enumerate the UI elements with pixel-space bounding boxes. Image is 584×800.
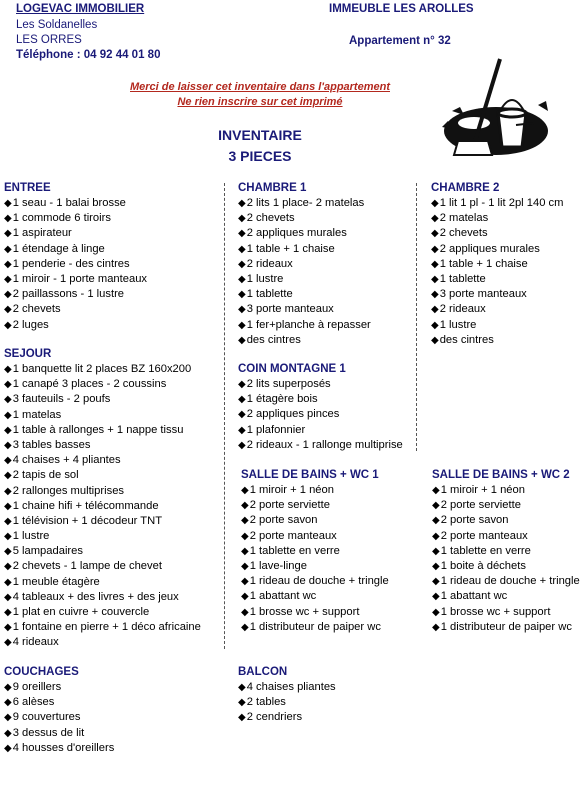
list-item xyxy=(431,302,563,317)
bullet-icon: ◆ xyxy=(238,228,246,240)
item-text: 1 matelas xyxy=(12,408,62,421)
item-text: 1 fontaine en pierre + 1 déco africaine xyxy=(12,621,201,634)
list-item xyxy=(431,211,563,226)
item-text: 1 table + 1 chaise xyxy=(246,242,335,255)
list-coin-montagne xyxy=(238,377,403,453)
bullet-icon: ◆ xyxy=(241,576,249,588)
list-item xyxy=(241,513,389,528)
item-text: 2 lits superposés xyxy=(246,378,331,390)
list-item xyxy=(238,318,371,333)
list-item xyxy=(4,377,201,392)
section-entree xyxy=(4,181,147,333)
list-item xyxy=(4,559,201,574)
section-title-sdb1: SALLE DE BAINS + WC 1 xyxy=(241,469,379,481)
list-item xyxy=(241,529,389,544)
bullet-icon: ◆ xyxy=(4,576,12,588)
item-text: 2 luges xyxy=(12,318,49,331)
bullet-icon: ◆ xyxy=(432,560,440,572)
item-text: 2 chevets xyxy=(12,303,61,316)
list-item xyxy=(431,318,563,333)
item-text: des cintres xyxy=(439,333,494,346)
bullet-icon: ◆ xyxy=(431,289,439,301)
list-item xyxy=(238,257,371,272)
bullet-icon: ◆ xyxy=(432,515,440,527)
item-text: 3 fauteuils - 2 poufs xyxy=(12,393,111,406)
address-line-2: LES ORRES xyxy=(16,34,82,46)
company-name: LOGEVAC IMMOBILIER xyxy=(16,3,145,15)
list-item xyxy=(4,695,114,710)
item-text: 2 matelas xyxy=(439,212,489,225)
item-text: 1 distributeur de paiper wc xyxy=(249,620,381,633)
bullet-icon: ◆ xyxy=(238,319,246,331)
section-chambre1 xyxy=(238,181,371,348)
bullet-icon: ◆ xyxy=(4,561,12,573)
bullet-icon: ◆ xyxy=(4,622,12,634)
section-sejour xyxy=(4,347,201,651)
bullet-icon: ◆ xyxy=(4,712,12,724)
list-item xyxy=(238,302,371,317)
list-item xyxy=(4,423,201,438)
list-item xyxy=(238,423,403,438)
bullet-icon: ◆ xyxy=(238,697,246,709)
list-item xyxy=(431,196,563,211)
item-text: 2 porte serviette xyxy=(249,499,330,512)
list-item xyxy=(241,620,389,635)
list-item xyxy=(4,484,201,499)
list-item xyxy=(431,287,563,302)
bullet-icon: ◆ xyxy=(238,213,246,225)
item-text: 1 banquette lit 2 places BZ 160x200 xyxy=(12,363,192,375)
list-item xyxy=(4,605,201,620)
column-divider-right xyxy=(416,183,417,451)
section-title-entree: ENTREE xyxy=(4,182,51,194)
item-text: 1 chaine hifi + télécommande xyxy=(12,499,159,512)
list-item xyxy=(432,605,580,620)
list-item xyxy=(4,529,201,544)
bullet-icon: ◆ xyxy=(432,591,440,603)
item-text: 1 étendage à linge xyxy=(12,242,105,255)
bullet-icon: ◆ xyxy=(238,409,246,421)
bullet-icon: ◆ xyxy=(4,424,12,436)
item-text: 2 porte manteaux xyxy=(249,529,337,542)
list-chambre1 xyxy=(238,196,371,348)
list-item xyxy=(4,196,147,211)
item-text: 1 table à rallonges + 1 nappe tissu xyxy=(12,423,184,436)
list-item xyxy=(432,544,580,559)
item-text: 1 miroir - 1 porte manteaux xyxy=(12,272,148,285)
item-text: 4 chaises + 4 pliantes xyxy=(12,454,121,467)
list-item xyxy=(241,498,389,513)
list-item xyxy=(431,242,563,257)
list-item xyxy=(238,680,336,695)
section-title-couchages: COUCHAGES xyxy=(4,666,79,678)
bullet-icon: ◆ xyxy=(432,545,440,557)
item-text: 2 porte serviette xyxy=(440,499,521,512)
bullet-icon: ◆ xyxy=(241,560,249,572)
list-item xyxy=(4,318,147,333)
section-coin-montagne xyxy=(238,362,403,453)
item-text: 2 tapis de sol xyxy=(12,469,79,482)
bullet-icon: ◆ xyxy=(4,364,12,375)
item-text: 3 dessus de lit xyxy=(12,726,85,739)
bullet-icon: ◆ xyxy=(241,485,249,496)
list-item xyxy=(238,377,403,392)
item-text: 1 lustre xyxy=(439,318,477,331)
bullet-icon: ◆ xyxy=(238,273,246,285)
bullet-icon: ◆ xyxy=(4,546,12,558)
item-text: 1 tablette en verre xyxy=(440,544,531,557)
bullet-icon: ◆ xyxy=(4,727,12,739)
bullet-icon: ◆ xyxy=(4,742,12,754)
bullet-icon: ◆ xyxy=(4,682,12,693)
list-item xyxy=(4,499,201,514)
list-item xyxy=(238,438,403,453)
bullet-icon: ◆ xyxy=(4,273,12,285)
bullet-icon: ◆ xyxy=(4,515,12,527)
list-item xyxy=(238,242,371,257)
bullet-icon: ◆ xyxy=(431,304,439,316)
list-item xyxy=(4,741,114,756)
list-item xyxy=(238,287,371,302)
inventory-title: INVENTAIRE xyxy=(218,127,302,143)
item-text: 2 appliques murales xyxy=(246,227,347,240)
bullet-icon: ◆ xyxy=(238,439,246,451)
bullet-icon: ◆ xyxy=(241,545,249,557)
item-text: 1 plat en cuivre + couvercle xyxy=(12,606,150,618)
bullet-icon: ◆ xyxy=(4,394,12,406)
list-item xyxy=(241,483,389,498)
bullet-icon: ◆ xyxy=(241,621,249,633)
bullet-icon: ◆ xyxy=(4,637,12,649)
list-item xyxy=(241,605,389,620)
list-item xyxy=(432,589,580,604)
phone-number: Téléphone : 04 92 44 01 80 xyxy=(16,49,161,61)
list-item xyxy=(238,710,336,725)
item-text: 2 lits 1 place- 2 matelas xyxy=(246,197,365,209)
list-item xyxy=(238,272,371,287)
bullet-icon: ◆ xyxy=(4,439,12,451)
inventory-subtitle: 3 PIECES xyxy=(228,148,292,164)
item-text: 2 porte savon xyxy=(249,514,318,527)
item-text: 1 miroir + 1 néon xyxy=(440,484,525,496)
item-text: 1 tablette xyxy=(246,288,293,301)
list-item xyxy=(4,726,114,741)
bullet-icon: ◆ xyxy=(4,500,12,512)
item-text: 1 fer+planche à repasser xyxy=(246,318,371,331)
list-item xyxy=(4,620,201,635)
list-item xyxy=(432,529,580,544)
list-item xyxy=(4,575,201,590)
bullet-icon: ◆ xyxy=(432,606,440,618)
item-text: 1 tablette en verre xyxy=(249,544,340,557)
item-text: 2 porte manteaux xyxy=(440,529,528,542)
list-item xyxy=(4,438,201,453)
bullet-icon: ◆ xyxy=(431,258,439,270)
bullet-icon: ◆ xyxy=(431,319,439,331)
bullet-icon: ◆ xyxy=(4,304,12,316)
bullet-icon: ◆ xyxy=(4,213,12,225)
item-text: 1 lave-linge xyxy=(249,559,307,572)
item-text: 4 chaises pliantes xyxy=(246,681,336,693)
item-text: 9 couvertures xyxy=(12,711,81,724)
item-text: 1 rideau de douche + tringle xyxy=(249,575,389,588)
bullet-icon: ◆ xyxy=(4,531,12,543)
bullet-icon: ◆ xyxy=(238,289,246,301)
item-text: 5 lampadaires xyxy=(12,545,83,558)
list-couchages xyxy=(4,680,114,756)
item-text: 1 seau - 1 balai brosse xyxy=(12,197,126,209)
bullet-icon: ◆ xyxy=(238,682,246,693)
list-item xyxy=(241,589,389,604)
item-text: 2 appliques murales xyxy=(439,242,540,255)
bullet-icon: ◆ xyxy=(431,213,439,225)
bullet-icon: ◆ xyxy=(432,576,440,588)
bullet-icon: ◆ xyxy=(241,591,249,603)
bullet-icon: ◆ xyxy=(432,485,440,496)
bullet-icon: ◆ xyxy=(4,697,12,709)
bullet-icon: ◆ xyxy=(4,591,12,603)
item-text: 2 rideaux - 1 rallonge multiprise xyxy=(246,438,403,451)
item-text: 2 paillassons - 1 lustre xyxy=(12,288,125,301)
bullet-icon: ◆ xyxy=(241,606,249,618)
bullet-icon: ◆ xyxy=(432,621,440,633)
list-item xyxy=(238,407,403,422)
bullet-icon: ◆ xyxy=(4,258,12,270)
bullet-icon: ◆ xyxy=(238,258,246,270)
item-text: 2 cendriers xyxy=(246,711,303,724)
item-text: 1 miroir + 1 néon xyxy=(249,484,334,496)
list-item xyxy=(4,362,201,377)
item-text: 1 commode 6 tiroirs xyxy=(12,212,111,225)
item-text: 6 alèses xyxy=(12,696,55,709)
bullet-icon: ◆ xyxy=(241,500,249,512)
list-item xyxy=(4,257,147,272)
bullet-icon: ◆ xyxy=(238,243,246,255)
list-item xyxy=(4,302,147,317)
item-text: 1 lit 1 pl - 1 lit 2pl 140 cm xyxy=(439,197,564,209)
bullet-icon: ◆ xyxy=(4,289,12,301)
item-text: 2 rallonges multiprises xyxy=(12,484,125,497)
item-text: 2 tables xyxy=(246,696,286,709)
item-text: 4 tableaux + des livres + des jeux xyxy=(12,590,179,603)
section-title-coin-montagne: COIN MONTAGNE 1 xyxy=(238,363,346,375)
bullet-icon: ◆ xyxy=(238,334,246,346)
item-text: 1 plafonnier xyxy=(246,423,306,436)
bullet-icon: ◆ xyxy=(4,243,12,255)
list-item xyxy=(4,226,147,241)
item-text: 9 oreillers xyxy=(12,681,62,693)
item-text: 1 rideau de douche + tringle xyxy=(440,575,580,588)
list-item xyxy=(238,211,371,226)
list-item xyxy=(238,392,403,407)
list-balcon xyxy=(238,680,336,726)
item-text: 1 boite à déchets xyxy=(440,559,526,572)
list-item xyxy=(4,544,201,559)
section-chambre2 xyxy=(431,181,563,348)
list-item xyxy=(4,710,114,725)
list-item xyxy=(431,257,563,272)
column-divider-left xyxy=(224,183,225,649)
item-text: 3 porte manteaux xyxy=(246,303,334,316)
list-sdb2 xyxy=(432,483,580,635)
item-text: 1 abattant wc xyxy=(440,590,508,603)
list-item xyxy=(432,483,580,498)
bullet-icon: ◆ xyxy=(432,530,440,542)
list-item xyxy=(241,574,389,589)
list-item xyxy=(4,408,201,423)
item-text: 2 chevets - 1 lampe de chevet xyxy=(12,560,162,573)
item-text: 2 rideaux xyxy=(246,257,293,270)
item-text: 3 porte manteaux xyxy=(439,288,527,301)
bullet-icon: ◆ xyxy=(238,198,246,209)
list-item xyxy=(4,392,201,407)
section-balcon xyxy=(238,665,336,726)
section-title-sdb2: SALLE DE BAINS + WC 2 xyxy=(432,469,570,481)
list-item xyxy=(4,211,147,226)
bullet-icon: ◆ xyxy=(238,394,246,406)
bullet-icon: ◆ xyxy=(241,530,249,542)
section-title-sejour: SEJOUR xyxy=(4,348,52,360)
list-item xyxy=(431,272,563,287)
item-text: 1 lustre xyxy=(246,272,284,285)
list-item xyxy=(4,453,201,468)
item-text: 1 distributeur de paiper wc xyxy=(440,620,572,633)
item-text: 3 tables basses xyxy=(12,438,91,451)
item-text: 2 appliques pinces xyxy=(246,408,340,421)
section-title-balcon: BALCON xyxy=(238,666,288,678)
bullet-icon: ◆ xyxy=(431,243,439,255)
item-text: 1 penderie - des cintres xyxy=(12,257,130,270)
item-text: 2 chevets xyxy=(246,212,295,225)
list-item xyxy=(432,620,580,635)
item-text: 2 porte savon xyxy=(440,514,509,527)
list-item xyxy=(4,272,147,287)
item-text: 1 aspirateur xyxy=(12,227,72,240)
list-item xyxy=(4,287,147,302)
notice-line-2: Ne rien inscrire sur cet imprimé xyxy=(177,96,343,108)
list-sejour xyxy=(4,362,201,651)
list-item xyxy=(432,513,580,528)
bullet-icon: ◆ xyxy=(238,424,246,436)
list-item xyxy=(238,196,371,211)
item-text: 1 brosse wc + support xyxy=(249,605,360,618)
list-item xyxy=(241,559,389,574)
item-text: 2 rideaux xyxy=(439,303,486,316)
bullet-icon: ◆ xyxy=(431,228,439,240)
section-couchages xyxy=(4,665,114,756)
list-item xyxy=(4,635,201,650)
list-entree xyxy=(4,196,147,333)
item-text: 1 étagère bois xyxy=(246,393,318,406)
section-title-chambre2: CHAMBRE 2 xyxy=(431,182,500,194)
item-text: des cintres xyxy=(246,333,301,346)
list-chambre2 xyxy=(431,196,563,348)
item-text: 1 canapé 3 places - 2 coussins xyxy=(12,378,167,391)
bullet-icon: ◆ xyxy=(4,319,12,331)
cleaning-bucket-illustration xyxy=(438,55,558,165)
bullet-icon: ◆ xyxy=(241,515,249,527)
bullet-icon: ◆ xyxy=(4,607,12,618)
item-text: 1 télévision + 1 décodeur TNT xyxy=(12,514,163,527)
list-item xyxy=(432,574,580,589)
item-text: 2 chevets xyxy=(439,227,488,240)
list-item xyxy=(238,333,371,348)
list-item xyxy=(432,559,580,574)
item-text: 4 rideaux xyxy=(12,636,59,649)
bullet-icon: ◆ xyxy=(4,455,12,467)
item-text: 1 brosse wc + support xyxy=(440,605,551,618)
list-item xyxy=(4,590,201,605)
bullet-icon: ◆ xyxy=(4,409,12,421)
bullet-icon: ◆ xyxy=(238,379,246,390)
item-text: 1 meuble étagère xyxy=(12,575,100,588)
list-item xyxy=(4,680,114,695)
list-item xyxy=(431,333,563,348)
item-text: 1 tablette xyxy=(439,272,486,285)
bullet-icon: ◆ xyxy=(4,470,12,482)
list-sdb1 xyxy=(241,483,389,635)
item-text: 1 abattant wc xyxy=(249,590,317,603)
list-item xyxy=(238,226,371,241)
bullet-icon: ◆ xyxy=(238,712,246,724)
list-item xyxy=(238,695,336,710)
apartment-number: Appartement n° 32 xyxy=(349,35,451,47)
list-item xyxy=(241,544,389,559)
bullet-icon: ◆ xyxy=(4,198,12,209)
list-item xyxy=(4,468,201,483)
item-text: 1 table + 1 chaise xyxy=(439,257,528,270)
notice-line-1: Merci de laisser cet inventaire dans l'appartement xyxy=(130,81,390,93)
bullet-icon: ◆ xyxy=(431,273,439,285)
building-name: IMMEUBLE LES AROLLES xyxy=(329,3,474,15)
address-line-1: Les Soldanelles xyxy=(16,19,98,31)
list-item xyxy=(4,242,147,257)
bullet-icon: ◆ xyxy=(4,228,12,240)
bullet-icon: ◆ xyxy=(432,500,440,512)
section-sdb2 xyxy=(432,468,580,635)
list-item xyxy=(431,226,563,241)
section-title-chambre1: CHAMBRE 1 xyxy=(238,182,307,194)
section-sdb1 xyxy=(241,468,389,635)
bullet-icon: ◆ xyxy=(431,334,439,346)
item-text: 1 lustre xyxy=(12,530,50,543)
item-text: 4 housses d'oreillers xyxy=(12,741,115,754)
list-item xyxy=(4,514,201,529)
bullet-icon: ◆ xyxy=(4,485,12,497)
bullet-icon: ◆ xyxy=(431,198,439,209)
bullet-icon: ◆ xyxy=(4,379,12,391)
bullet-icon: ◆ xyxy=(238,304,246,316)
list-item xyxy=(432,498,580,513)
